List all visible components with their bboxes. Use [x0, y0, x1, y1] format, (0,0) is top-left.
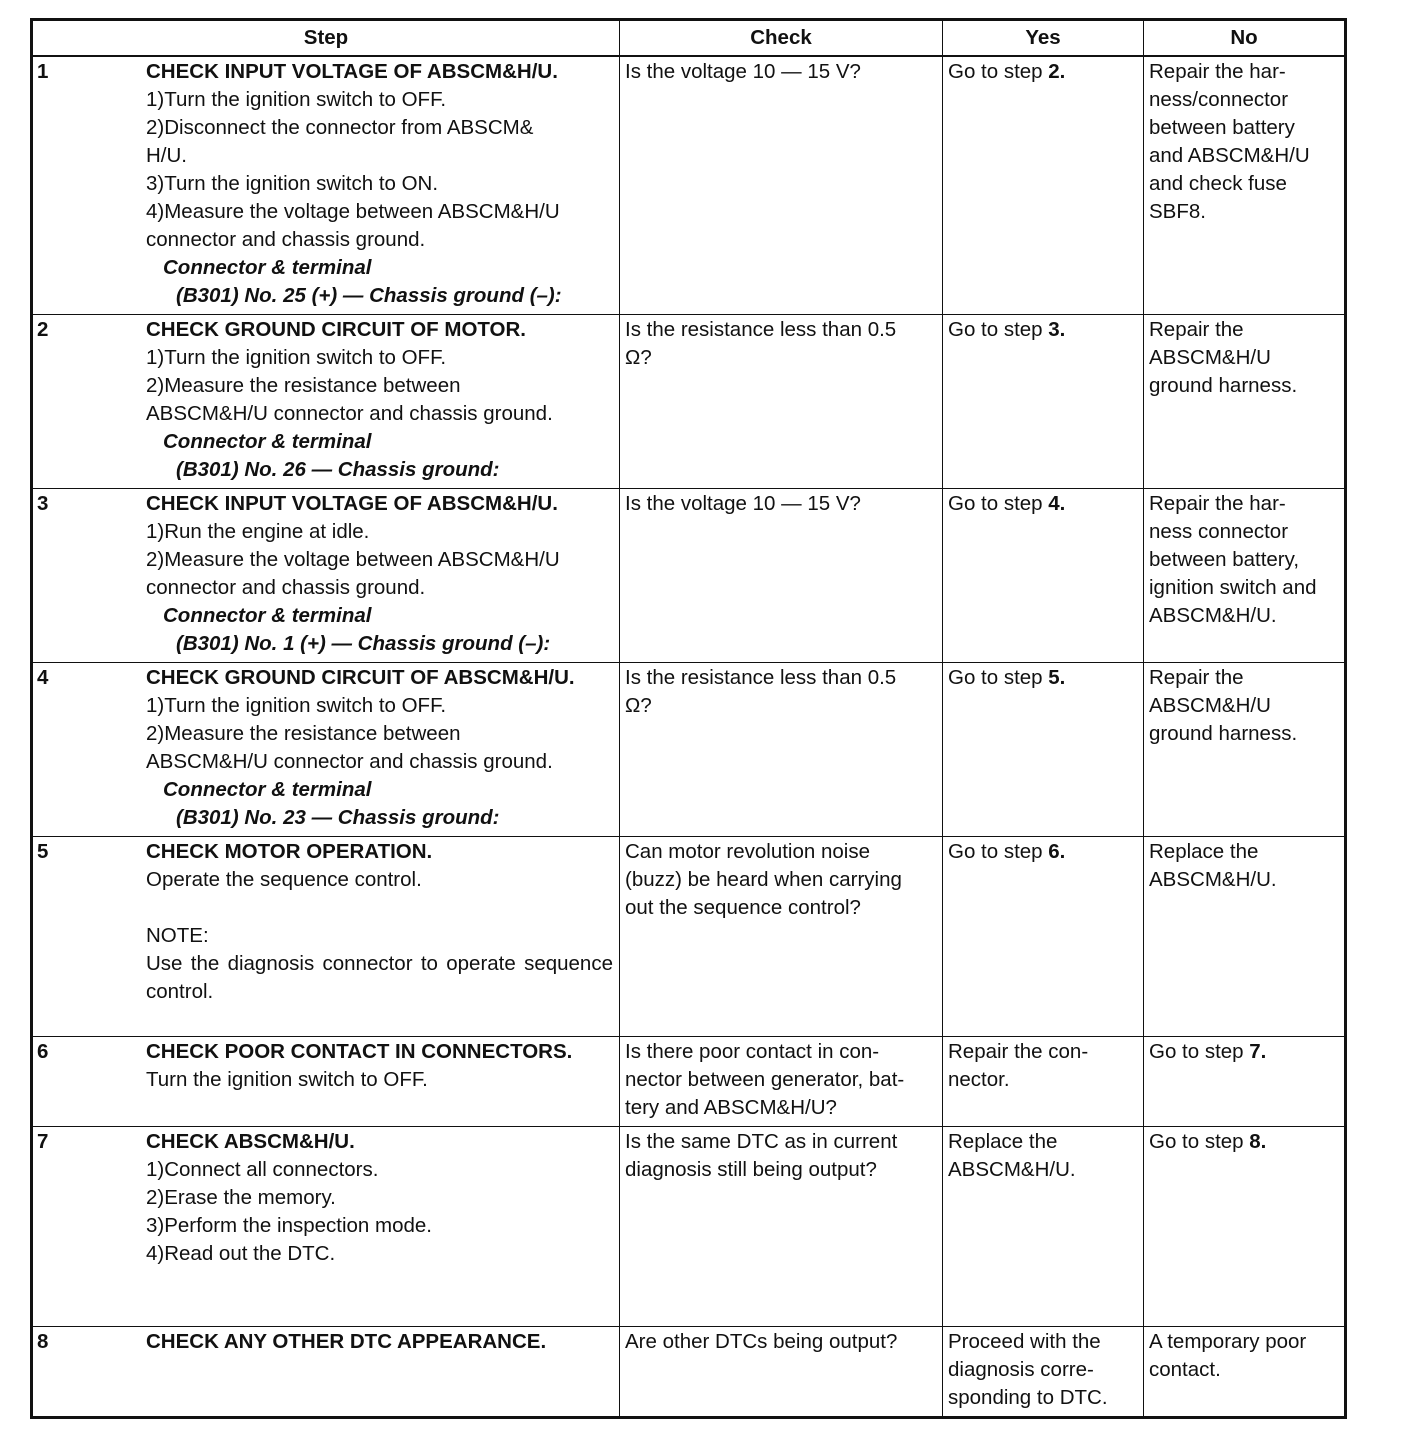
- connector-spec: (B301) No. 23 — Chassis ground:: [176, 806, 500, 829]
- yes-text: [948, 58, 1139, 86]
- no-line: SBF8.: [1149, 200, 1206, 223]
- no-line: and check fuse: [1149, 172, 1287, 195]
- yes-text: [948, 838, 1139, 866]
- yes-prefix: Go to step: [948, 840, 1049, 863]
- header-check: Check: [620, 20, 943, 57]
- no-text: [1149, 1128, 1340, 1156]
- yes-cell: [943, 1127, 1144, 1327]
- step-line: 1)Turn the ignition switch to OFF.: [146, 346, 447, 369]
- connector-label: Connector & terminal: [163, 430, 372, 453]
- step-number: 8: [37, 1330, 49, 1353]
- step-line: 4)Read out the DTC.: [146, 1242, 336, 1265]
- no-step-ref: 8.: [1249, 1130, 1267, 1153]
- step-cell: [32, 1127, 620, 1327]
- step-line: 2)Measure the resistance between: [146, 722, 461, 745]
- yes-line: ABSCM&H/U.: [948, 1158, 1076, 1181]
- yes-prefix: Go to step: [948, 666, 1049, 689]
- step-number: 4: [37, 666, 49, 689]
- diagnostic-table: [30, 18, 1347, 1419]
- check-cell: [620, 1327, 943, 1418]
- check-cell: [620, 315, 943, 489]
- check-line: Is the resistance less than 0.5: [625, 318, 897, 341]
- step-cell: [32, 1037, 620, 1127]
- no-line: ABSCM&H/U.: [1149, 868, 1277, 891]
- yes-step-ref: 3.: [1048, 318, 1066, 341]
- check-cell: [620, 1127, 943, 1327]
- check-line: nector between generator, bat-: [625, 1068, 905, 1091]
- yes-line: sponding to DTC.: [948, 1386, 1108, 1409]
- table-row: [32, 56, 1346, 315]
- step-line: connector and chassis ground.: [146, 576, 426, 599]
- check-cell: [620, 489, 943, 663]
- no-line: ABSCM&H/U.: [1149, 604, 1277, 627]
- step-line: connector and chassis ground.: [146, 228, 426, 251]
- yes-line: Repair the con-: [948, 1040, 1089, 1063]
- check-text: Are other DTCs being output?: [625, 1330, 898, 1353]
- table-row: [32, 1037, 1346, 1127]
- step-title: CHECK MOTOR OPERATION.: [146, 840, 433, 863]
- step-line: ABSCM&H/U connector and chassis ground.: [146, 750, 553, 773]
- no-step-ref: 7.: [1249, 1040, 1267, 1063]
- no-line: between battery: [1149, 116, 1295, 139]
- step-line: H/U.: [146, 144, 187, 167]
- step-line: 2)Disconnect the connector from ABSCM&: [146, 116, 534, 139]
- no-line: between battery,: [1149, 548, 1300, 571]
- yes-cell: [943, 837, 1144, 1037]
- table-row: [32, 315, 1346, 489]
- check-cell: [620, 663, 943, 837]
- check-cell: [620, 56, 943, 315]
- yes-text: [948, 664, 1139, 692]
- no-line: A temporary poor: [1149, 1330, 1307, 1353]
- check-cell: [620, 837, 943, 1037]
- yes-cell: [943, 1327, 1144, 1418]
- step-line: Turn the ignition switch to OFF.: [146, 1068, 428, 1091]
- connector-spec: (B301) No. 1 (+) — Chassis ground (–):: [176, 632, 551, 655]
- table-row: [32, 1127, 1346, 1327]
- check-line: Ω?: [625, 346, 652, 369]
- step-cell: [32, 837, 620, 1037]
- check-cell: [620, 1037, 943, 1127]
- yes-line: Replace the: [948, 1130, 1058, 1153]
- yes-cell: [943, 663, 1144, 837]
- yes-step-ref: 4.: [1048, 492, 1066, 515]
- no-cell: [1144, 489, 1346, 663]
- step-number: 1: [37, 60, 49, 83]
- yes-text: [948, 316, 1139, 344]
- check-line: Is the resistance less than 0.5: [625, 666, 897, 689]
- check-line: diagnosis still being output?: [625, 1158, 877, 1181]
- no-line: Repair the har-: [1149, 60, 1286, 83]
- yes-line: diagnosis corre-: [948, 1358, 1094, 1381]
- step-title: CHECK GROUND CIRCUIT OF ABSCM&H/U.: [146, 666, 575, 689]
- step-line: 1)Connect all connectors.: [146, 1158, 379, 1181]
- step-title: CHECK INPUT VOLTAGE OF ABSCM&H/U.: [146, 60, 558, 83]
- header-no: No: [1144, 20, 1346, 57]
- table-row: [32, 489, 1346, 663]
- no-line: ABSCM&H/U: [1149, 346, 1271, 369]
- yes-cell: [943, 489, 1144, 663]
- check-line: Is there poor contact in con-: [625, 1040, 880, 1063]
- step-title: CHECK ABSCM&H/U.: [146, 1130, 355, 1153]
- no-line: ignition switch and: [1149, 576, 1317, 599]
- no-cell: [1144, 315, 1346, 489]
- no-line: ground harness.: [1149, 374, 1298, 397]
- no-line: ness/connector: [1149, 88, 1289, 111]
- no-cell: [1144, 56, 1346, 315]
- check-text: Is the voltage 10 — 15 V?: [625, 492, 861, 515]
- no-text: [1149, 1038, 1340, 1066]
- no-cell: [1144, 663, 1346, 837]
- note-text: Use the diagnosis connector to operate sequence control.: [146, 952, 613, 1003]
- connector-spec: (B301) No. 25 (+) — Chassis ground (–):: [176, 284, 562, 307]
- step-cell: [32, 663, 620, 837]
- step-line: 1)Turn the ignition switch to OFF.: [146, 88, 447, 111]
- no-line: Repair the har-: [1149, 492, 1286, 515]
- check-line: Can motor revolution noise: [625, 840, 870, 863]
- step-cell: [32, 56, 620, 315]
- yes-cell: [943, 56, 1144, 315]
- step-number: 2: [37, 318, 49, 341]
- no-prefix: Go to step: [1149, 1130, 1250, 1153]
- no-line: ness connector: [1149, 520, 1289, 543]
- yes-step-ref: 5.: [1048, 666, 1066, 689]
- connector-spec: (B301) No. 26 — Chassis ground:: [176, 458, 500, 481]
- yes-step-ref: 2.: [1048, 60, 1066, 83]
- connector-label: Connector & terminal: [163, 256, 372, 279]
- table-row: [32, 1327, 1346, 1418]
- step-line: 3)Turn the ignition switch to ON.: [146, 172, 439, 195]
- yes-prefix: Go to step: [948, 492, 1049, 515]
- check-line: Ω?: [625, 694, 652, 717]
- no-line: ground harness.: [1149, 722, 1298, 745]
- yes-line: nector.: [948, 1068, 1010, 1091]
- yes-text: [948, 490, 1139, 518]
- step-number: 6: [37, 1040, 49, 1063]
- step-line: 1)Turn the ignition switch to OFF.: [146, 694, 447, 717]
- step-cell: [32, 315, 620, 489]
- check-line: Is the same DTC as in current: [625, 1130, 898, 1153]
- no-line: Repair the: [1149, 318, 1244, 341]
- step-title: CHECK INPUT VOLTAGE OF ABSCM&H/U.: [146, 492, 558, 515]
- step-cell: [32, 489, 620, 663]
- note-label: NOTE:: [146, 924, 209, 947]
- table-row: [32, 837, 1346, 1037]
- yes-cell: [943, 315, 1144, 489]
- no-cell: [1144, 1327, 1346, 1418]
- step-line: 4)Measure the voltage between ABSCM&H/U: [146, 200, 560, 223]
- no-cell: [1144, 1037, 1346, 1127]
- connector-label: Connector & terminal: [163, 604, 372, 627]
- yes-prefix: Go to step: [948, 318, 1049, 341]
- yes-step-ref: 6.: [1048, 840, 1066, 863]
- check-line: (buzz) be heard when carrying: [625, 868, 902, 891]
- check-line: tery and ABSCM&H/U?: [625, 1096, 837, 1119]
- header-step: Step: [32, 20, 620, 57]
- yes-line: Proceed with the: [948, 1330, 1101, 1353]
- header-row: [32, 20, 1346, 57]
- yes-prefix: Go to step: [948, 60, 1049, 83]
- no-cell: [1144, 1127, 1346, 1327]
- step-line: ABSCM&H/U connector and chassis ground.: [146, 402, 553, 425]
- no-prefix: Go to step: [1149, 1040, 1250, 1063]
- step-number: 3: [37, 492, 49, 515]
- yes-cell: [943, 1037, 1144, 1127]
- no-line: ABSCM&H/U: [1149, 694, 1271, 717]
- step-number: 7: [37, 1130, 49, 1153]
- check-line: out the sequence control?: [625, 896, 861, 919]
- step-title: CHECK POOR CONTACT IN CONNECTORS.: [146, 1040, 573, 1063]
- connector-label: Connector & terminal: [163, 778, 372, 801]
- check-text: Is the voltage 10 — 15 V?: [625, 60, 861, 83]
- step-line: 2)Measure the voltage between ABSCM&H/U: [146, 548, 560, 571]
- no-cell: [1144, 837, 1346, 1037]
- header-yes: Yes: [943, 20, 1144, 57]
- step-line: Operate the sequence control.: [146, 868, 422, 891]
- step-title: CHECK ANY OTHER DTC APPEARANCE.: [146, 1330, 547, 1353]
- step-line: 3)Perform the inspection mode.: [146, 1214, 432, 1237]
- no-line: Repair the: [1149, 666, 1244, 689]
- no-line: contact.: [1149, 1358, 1221, 1381]
- no-line: Replace the: [1149, 840, 1259, 863]
- step-line: 1)Run the engine at idle.: [146, 520, 370, 543]
- step-line: 2)Erase the memory.: [146, 1186, 336, 1209]
- step-cell: [32, 1327, 620, 1418]
- step-line: 2)Measure the resistance between: [146, 374, 461, 397]
- no-line: and ABSCM&H/U: [1149, 144, 1310, 167]
- table-row: [32, 663, 1346, 837]
- step-number: 5: [37, 840, 49, 863]
- step-title: CHECK GROUND CIRCUIT OF MOTOR.: [146, 318, 527, 341]
